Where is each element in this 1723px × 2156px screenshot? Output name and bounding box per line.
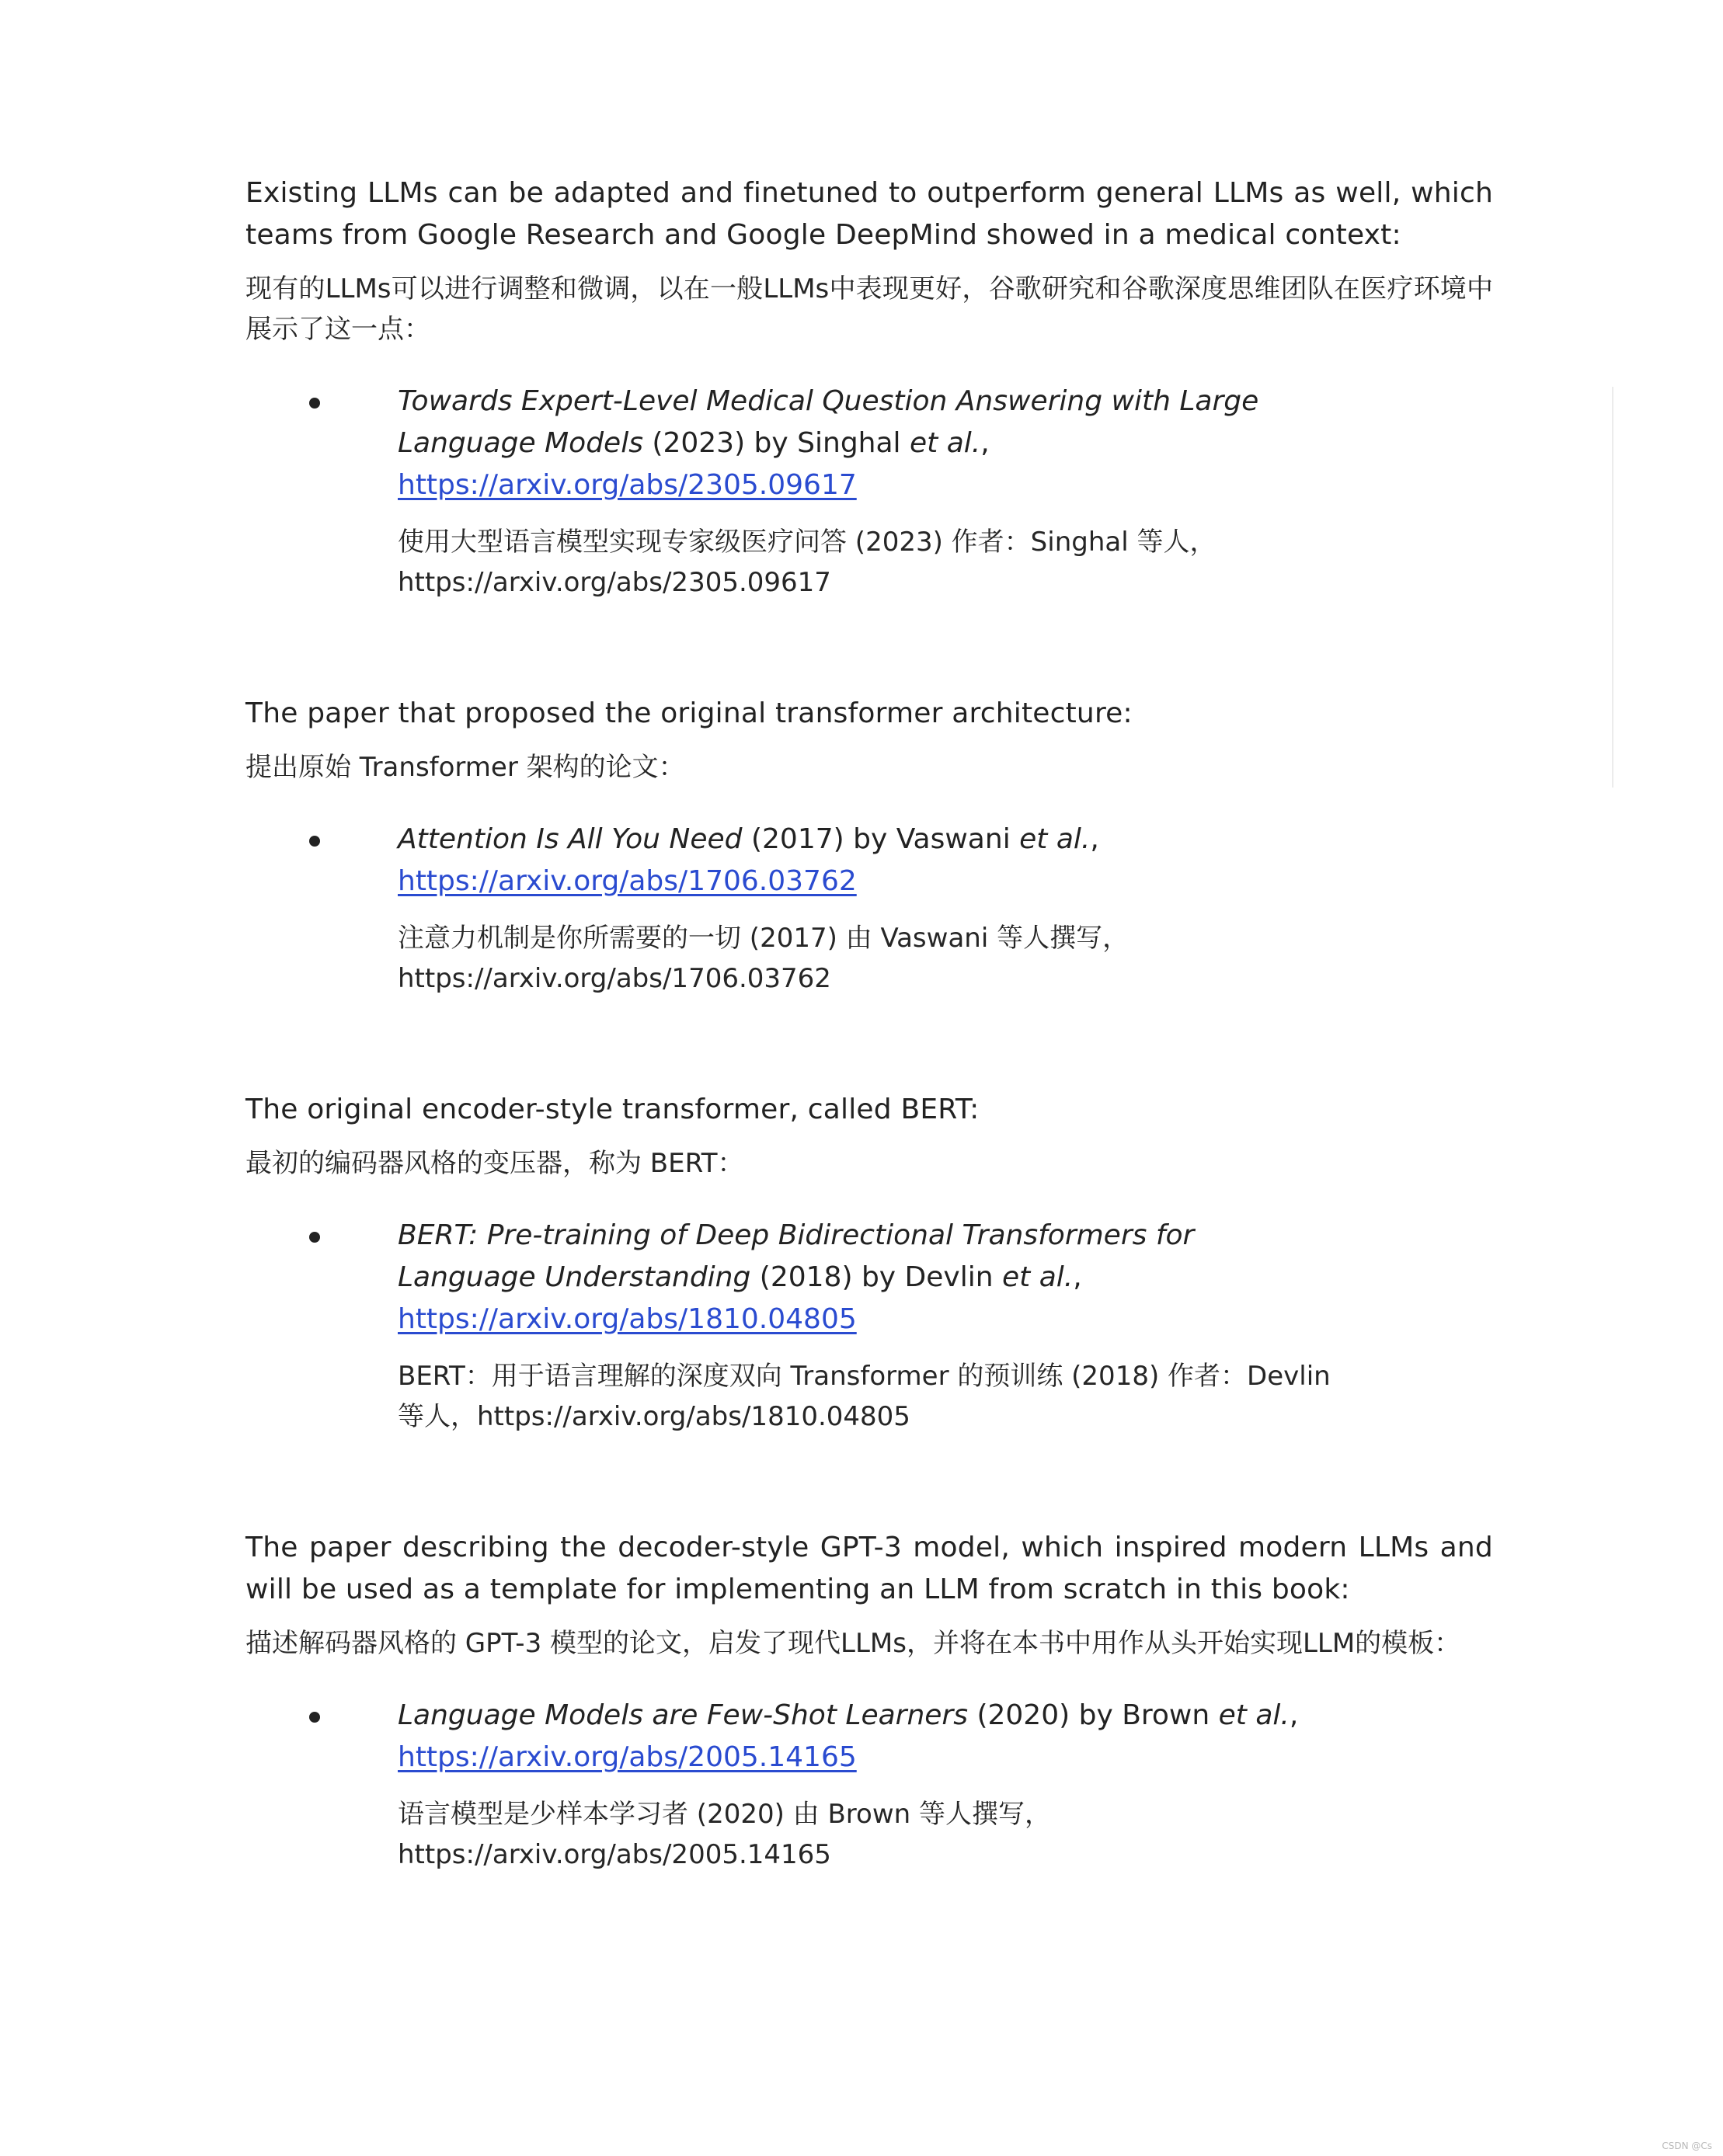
section-bert bbox=[245, 1089, 1493, 1437]
reference-list bbox=[245, 1695, 1493, 1875]
reference-translation: 使用大型语言模型实现专家级医疗问答 (2023) 作者：Singhal 等人，https://arxiv.org/abs/2305.09617 bbox=[398, 527, 1217, 598]
section-transformer bbox=[245, 693, 1493, 999]
reference-year-author: (2020) by Brown bbox=[976, 1699, 1219, 1731]
reference-link[interactable]: https://arxiv.org/abs/2305.09617 bbox=[398, 469, 857, 501]
reference-year-author: (2017) by Vaswani bbox=[750, 823, 1020, 855]
reference-separator: , bbox=[1289, 1699, 1299, 1731]
reference-translation: BERT：用于语言理解的深度双向 Transformer 的预训练 (2018) 作者：Devlin 等人，https://arxiv.org/abs/1810.04805 bbox=[398, 1361, 1331, 1432]
intro-chinese: 现有的LLMs可以进行调整和微调，以在一般LLMs中表现更好，谷歌研究和谷歌深度思维团队在医疗环境中展示了这一点： bbox=[245, 273, 1493, 345]
reference-separator: , bbox=[980, 427, 990, 459]
reference-etal: et al. bbox=[1019, 823, 1091, 855]
bullet-icon bbox=[309, 836, 320, 847]
intro-chinese: 最初的编码器风格的变压器，称为 BERT： bbox=[245, 1148, 744, 1179]
document-page bbox=[245, 172, 1493, 1875]
intro-english: Existing LLMs can be adapted and finetuned to outperform general LLMs as well, which teams from Google Research and Google DeepMind showed in a medical context: bbox=[245, 177, 1493, 251]
reference-citation bbox=[398, 381, 1338, 506]
reference-translation: 语言模型是少样本学习者 (2020) 由 Brown 等人撰写，https://arxiv.org/abs/2005.14165 bbox=[398, 1799, 1052, 1870]
reference-title: Attention Is All You Need bbox=[398, 823, 743, 855]
reference-item bbox=[245, 1215, 1338, 1437]
bullet-icon bbox=[309, 1232, 320, 1243]
intro-english: The original encoder-style transformer, called BERT: bbox=[245, 1094, 980, 1125]
reference-title: Towards Expert-Level Medical Question Answering with Large Language Models bbox=[398, 385, 1259, 459]
bullet-icon bbox=[309, 398, 320, 409]
reference-item bbox=[245, 1695, 1338, 1875]
page-edge-divider bbox=[1612, 387, 1613, 788]
reference-item bbox=[245, 381, 1338, 603]
intro-chinese: 提出原始 Transformer 架构的论文： bbox=[245, 752, 685, 783]
reference-citation bbox=[398, 1215, 1338, 1341]
reference-link[interactable]: https://arxiv.org/abs/2005.14165 bbox=[398, 1741, 857, 1773]
reference-title: BERT: Pre-training of Deep Bidirectional Transformers for Language Understanding bbox=[398, 1219, 1195, 1293]
reference-list bbox=[245, 1215, 1493, 1437]
intro-english: The paper that proposed the original transformer architecture: bbox=[245, 697, 1133, 729]
section-gpt3 bbox=[245, 1527, 1493, 1875]
reference-list bbox=[245, 819, 1493, 999]
bullet-icon bbox=[309, 1712, 320, 1723]
reference-etal: et al. bbox=[910, 427, 981, 459]
section-medical-llm bbox=[245, 172, 1493, 603]
reference-separator: , bbox=[1090, 823, 1099, 855]
intro-chinese: 描述解码器风格的 GPT-3 模型的论文，启发了现代LLMs，并将在本书中用作从头开始实现LLM的模板： bbox=[245, 1628, 1461, 1659]
reference-translation: 注意力机制是你所需要的一切 (2017) 由 Vaswani 等人撰写，https://arxiv.org/abs/1706.03762 bbox=[398, 923, 1130, 994]
reference-title: Language Models are Few-Shot Learners bbox=[398, 1699, 968, 1731]
watermark: CSDN @Cs bbox=[1662, 2140, 1712, 2151]
reference-etal: et al. bbox=[1218, 1699, 1290, 1731]
reference-etal: et al. bbox=[1001, 1261, 1074, 1293]
reference-separator: , bbox=[1073, 1261, 1082, 1293]
reference-citation bbox=[398, 1695, 1338, 1779]
reference-link[interactable]: https://arxiv.org/abs/1706.03762 bbox=[398, 865, 857, 897]
intro-english: The paper describing the decoder-style GPT-3 model, which inspired modern LLMs and will be used as a template for implementing an LLM from scratch in this book: bbox=[245, 1532, 1493, 1605]
reference-list bbox=[245, 381, 1493, 603]
reference-citation bbox=[398, 819, 1338, 902]
reference-year-author: (2018) by Devlin bbox=[759, 1261, 1002, 1293]
reference-year-author: (2023) by Singhal bbox=[652, 427, 910, 459]
reference-link[interactable]: https://arxiv.org/abs/1810.04805 bbox=[398, 1303, 857, 1335]
reference-item bbox=[245, 819, 1338, 999]
